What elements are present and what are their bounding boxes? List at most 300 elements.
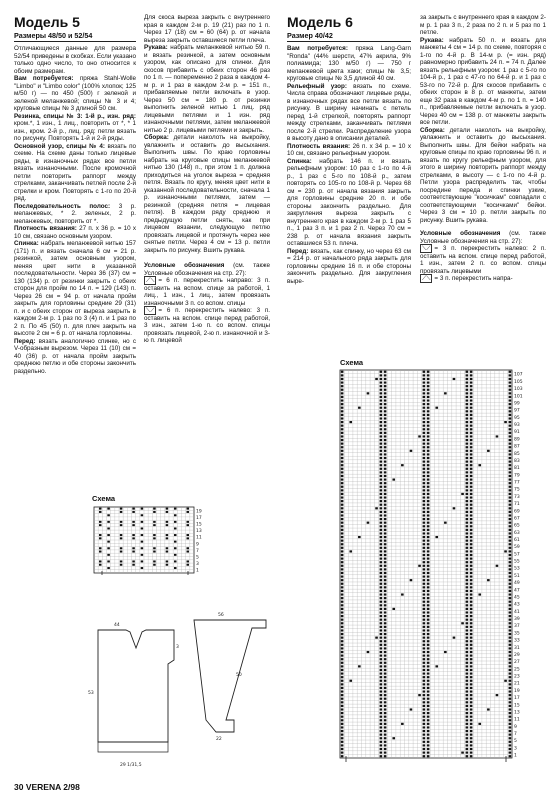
purl-stitch-mark xyxy=(427,586,430,588)
purl-stitch-mark xyxy=(427,374,430,376)
purl-stitch-mark xyxy=(509,752,512,754)
purl-stitch-mark xyxy=(341,626,344,628)
purl-stitch-mark xyxy=(470,719,473,721)
purl-stitch-mark xyxy=(341,669,344,671)
purl-stitch-mark xyxy=(509,525,512,527)
purl-stitch-mark xyxy=(99,551,102,553)
purl-stitch-mark xyxy=(470,626,473,628)
purl-stitch-mark xyxy=(341,716,344,718)
purl-stitch-mark xyxy=(107,508,109,510)
model6-assembly: Сборка: детали наколоть на выкройку, увлажнить и оставить до высыхания. Выполнить швы. Для бейки набрать на круговые спицы по краю горловины 96 п. и вязать по кругу рельефным узором, для этого в ширину повторить раппорт между стрелками, в высоту — с 1-го по 4-й р. Петли узора распределить так, чтобы посредине переда и спинки узкие, соответствующие "косичкам" совпадали с соответствующими "косичками" бейки. Через 3 см = 10 р. петли закрыть по рисунку. Вшить рукава. xyxy=(420,126,546,224)
purl-stitch-mark xyxy=(470,468,473,470)
purl-stitch-mark xyxy=(504,550,507,552)
row-number: 15 xyxy=(514,703,520,709)
purl-stitch-mark xyxy=(132,551,135,553)
purl-stitch-mark xyxy=(423,676,426,678)
purl-stitch-mark xyxy=(466,496,469,498)
model6-neck-continued: за закрыть с внутреннего края в каждом 2-м р. 1 раз 3 п., 2 раза по 2 п. и 5 раз по 1 петле. xyxy=(420,14,546,36)
purl-stitch-mark xyxy=(427,640,430,642)
purl-stitch-mark xyxy=(384,403,387,405)
purl-stitch-mark xyxy=(423,586,426,588)
purl-stitch-mark xyxy=(384,629,387,631)
purl-stitch-mark xyxy=(423,690,426,692)
purl-stitch-mark xyxy=(132,534,135,536)
purl-stitch-mark xyxy=(380,640,383,642)
row-number: 105 xyxy=(514,379,523,385)
purl-stitch-mark xyxy=(380,403,383,405)
purl-stitch-mark xyxy=(153,534,156,536)
purl-stitch-mark xyxy=(341,694,344,696)
purl-stitch-mark xyxy=(423,726,426,728)
purl-stitch-mark xyxy=(427,604,430,606)
purl-stitch-mark xyxy=(107,567,109,569)
purl-stitch-mark xyxy=(384,532,387,534)
model5-rib: Резинка, спицы № 3: 1-й р., изн. ряд: кром.*, 1 изн., 1 лиц., повторить от *, * 1 изн., кром. 2-й р., лиц. ряд: петли вязать по рисунку. Повторять 1-й и 2-й ряды. xyxy=(14,112,136,142)
model6-material: Вам потребуется: пряжа Lang-Garn "Ronda" (44% шерсти, 47% акрила, 9% полиамида; 130 м/50 г) — 750 г меланжевой цвета хаки; спицы № 3,5; круговые спицы № 3,5 длиной 40 см. xyxy=(287,45,411,82)
purl-stitch-mark xyxy=(487,450,490,452)
purl-stitch-mark xyxy=(423,439,426,441)
purl-stitch-mark xyxy=(478,593,481,595)
model5-assembly: Сборка: детали наколоть на выкройку, увлажнить и оставить до высыхания. Выполнить швы. По краю горловины набрать на круговые спицы меланжевой нитью 130 (148) п., при этом 1 п. должна приходиться на уголок выреза = средняя петля. Вязать по кругу, меняя цвет нити в указанной последовательности, сначала 1 р. изнаночными петлями, затем — резинкой (средняя петля = лицевая петля). В каждом ряду среднюю и предыдущую петли снять, как при лицевом вязании, следующую петлю провязать лицевой и протянуть через нее снятые петли. Через 4 см = 13 р. петли закрыть по рисунку. Вшить рукава. xyxy=(144,134,270,254)
purl-stitch-mark xyxy=(466,730,469,732)
purl-stitch-mark xyxy=(423,604,426,606)
purl-stitch-mark xyxy=(470,496,473,498)
purl-stitch-mark xyxy=(341,374,344,376)
purl-stitch-mark xyxy=(470,529,473,531)
model5-legend-right-cross: ⟋⟍ = 6 п. перекрестить направо: 3 п. оставить на вспом. спице за работой, 1 лиц., 1 изн., 1 лиц., затем провязать изнаночными 3 п. со вспом. спицы xyxy=(144,277,270,307)
purl-stitch-mark xyxy=(470,690,473,692)
purl-stitch-mark xyxy=(384,615,387,617)
purl-stitch-mark xyxy=(427,572,430,574)
purl-stitch-mark xyxy=(349,680,352,682)
purl-stitch-mark xyxy=(141,534,144,536)
purl-stitch-mark xyxy=(174,547,177,549)
row-number: 15 xyxy=(196,522,202,528)
purl-stitch-mark xyxy=(509,597,512,599)
purl-stitch-mark xyxy=(470,425,473,427)
purl-stitch-mark xyxy=(341,708,344,710)
purl-stitch-mark xyxy=(509,708,512,710)
purl-stitch-mark xyxy=(341,723,344,725)
purl-stitch-mark xyxy=(423,687,426,689)
purl-stitch-mark xyxy=(423,507,426,509)
purl-stitch-mark xyxy=(470,421,473,423)
purl-stitch-mark xyxy=(466,640,469,642)
purl-stitch-mark xyxy=(174,560,177,562)
purl-stitch-mark xyxy=(470,389,473,391)
purl-stitch-mark xyxy=(418,694,421,696)
purl-stitch-mark xyxy=(427,453,430,455)
row-number: 95 xyxy=(514,415,520,421)
purl-stitch-mark xyxy=(166,521,169,523)
purl-stitch-mark xyxy=(466,475,469,477)
purl-stitch-mark xyxy=(341,425,344,427)
purl-stitch-mark xyxy=(470,662,473,664)
purl-stitch-mark xyxy=(509,712,512,714)
purl-stitch-mark xyxy=(166,511,169,513)
purl-stitch-mark xyxy=(509,611,512,613)
purl-stitch-mark xyxy=(427,496,430,498)
model5-main-pattern: Основной узор, спицы № 4: вязать по схеме. На схеме даны только лицевые ряды, в изнаночных рядах все петли вязать изнаночными. После кромочной петли повторить раппорт между стрелками, заканчивать петлей после 2-й стрелки и кром. Повторять с 1-го по 20-й ряд. xyxy=(14,142,136,202)
purl-stitch-mark xyxy=(384,719,387,721)
purl-stitch-mark xyxy=(380,558,383,560)
purl-stitch-mark xyxy=(384,611,387,613)
purl-stitch-mark xyxy=(384,518,387,520)
purl-stitch-mark xyxy=(496,435,499,437)
purl-stitch-mark xyxy=(166,560,169,562)
purl-stitch-mark xyxy=(380,655,383,657)
purl-stitch-mark xyxy=(423,572,426,574)
purl-stitch-mark xyxy=(427,450,430,452)
purl-stitch-mark xyxy=(384,687,387,689)
purl-stitch-mark xyxy=(380,507,383,509)
purl-stitch-mark xyxy=(509,536,512,538)
purl-stitch-mark xyxy=(341,514,344,516)
purl-stitch-mark xyxy=(509,604,512,606)
purl-stitch-mark xyxy=(509,374,512,376)
purl-stitch-mark xyxy=(384,507,387,509)
purl-stitch-mark xyxy=(466,755,469,757)
purl-stitch-mark xyxy=(423,543,426,545)
purl-stitch-mark xyxy=(444,651,447,653)
purl-stitch-mark xyxy=(141,560,144,562)
purl-stitch-mark xyxy=(470,450,473,452)
purl-stitch-mark xyxy=(470,629,473,631)
purl-stitch-mark xyxy=(384,647,387,649)
purl-stitch-mark xyxy=(341,665,344,667)
purl-stitch-mark xyxy=(509,683,512,685)
purl-stitch-mark xyxy=(423,744,426,746)
shoulder-dim: 44 xyxy=(114,623,120,628)
purl-stitch-mark xyxy=(384,428,387,430)
purl-stitch-mark xyxy=(509,381,512,383)
purl-stitch-mark xyxy=(470,410,473,412)
purl-stitch-mark xyxy=(341,647,344,649)
purl-stitch-mark xyxy=(427,507,430,509)
purl-stitch-mark xyxy=(427,716,430,718)
purl-stitch-mark xyxy=(341,496,344,498)
purl-stitch-mark xyxy=(470,647,473,649)
purl-stitch-mark xyxy=(380,461,383,463)
purl-stitch-mark xyxy=(435,665,438,667)
cable-right-icon: ⟋⟍ xyxy=(146,277,155,284)
purl-stitch-mark xyxy=(470,698,473,700)
purl-stitch-mark xyxy=(423,730,426,732)
purl-stitch-mark xyxy=(410,579,413,581)
purl-stitch-mark xyxy=(341,493,344,495)
purl-stitch-mark xyxy=(380,547,383,549)
purl-stitch-mark xyxy=(427,701,430,703)
purl-stitch-mark xyxy=(509,655,512,657)
purl-stitch-mark xyxy=(427,658,430,660)
purl-stitch-mark xyxy=(384,637,387,639)
purl-stitch-mark xyxy=(509,392,512,394)
purl-stitch-mark xyxy=(174,534,177,536)
purl-stitch-mark xyxy=(423,579,426,581)
model6-schema-title: Схема xyxy=(340,358,364,367)
purl-stitch-mark xyxy=(380,457,383,459)
purl-stitch-mark xyxy=(496,694,499,696)
purl-stitch-mark xyxy=(341,755,344,757)
purl-stitch-mark xyxy=(341,608,344,610)
purl-stitch-mark xyxy=(380,719,383,721)
purl-stitch-mark xyxy=(509,726,512,728)
purl-stitch-mark xyxy=(375,507,378,509)
cable-left-icon: ⟍⟋ xyxy=(146,307,155,314)
purl-stitch-mark xyxy=(466,514,469,516)
purl-stitch-mark xyxy=(427,464,430,466)
purl-stitch-mark xyxy=(132,521,135,523)
purl-stitch-mark xyxy=(380,647,383,649)
purl-stitch-mark xyxy=(466,450,469,452)
purl-stitch-mark xyxy=(509,543,512,545)
purl-stitch-mark xyxy=(107,527,109,529)
purl-stitch-mark xyxy=(509,633,512,635)
purl-stitch-mark xyxy=(384,478,387,480)
purl-stitch-mark xyxy=(470,435,473,437)
purl-stitch-mark xyxy=(384,655,387,657)
sleeve-bottom-dim: 22 xyxy=(216,737,222,742)
purl-stitch-mark xyxy=(466,687,469,689)
purl-stitch-mark xyxy=(509,514,512,516)
purl-stitch-mark xyxy=(487,708,490,710)
purl-stitch-mark xyxy=(341,461,344,463)
purl-stitch-mark xyxy=(380,475,383,477)
purl-stitch-mark xyxy=(466,658,469,660)
purl-stitch-mark xyxy=(423,475,426,477)
purl-stitch-mark xyxy=(427,489,430,491)
purl-stitch-mark xyxy=(427,514,430,516)
purl-stitch-mark xyxy=(470,583,473,585)
row-number: 69 xyxy=(514,509,520,515)
purl-stitch-mark xyxy=(423,619,426,621)
purl-stitch-mark xyxy=(367,651,370,653)
purl-stitch-mark xyxy=(466,371,469,373)
purl-stitch-mark xyxy=(509,558,512,560)
purl-stitch-mark xyxy=(384,658,387,660)
purl-stitch-mark xyxy=(509,403,512,405)
purl-stitch-mark xyxy=(470,432,473,434)
page-footer: 30 VERENA 2/98 xyxy=(14,782,80,792)
purl-stitch-mark xyxy=(509,461,512,463)
purl-stitch-mark xyxy=(466,486,469,488)
purl-stitch-mark xyxy=(341,565,344,567)
purl-stitch-mark xyxy=(423,428,426,430)
purl-stitch-mark xyxy=(509,443,512,445)
purl-stitch-mark xyxy=(427,662,430,664)
purl-stitch-mark xyxy=(427,644,430,646)
purl-stitch-mark xyxy=(427,540,430,542)
purl-stitch-mark xyxy=(341,629,344,631)
row-number: 51 xyxy=(514,573,520,579)
purl-stitch-mark xyxy=(341,579,344,581)
purl-stitch-mark xyxy=(341,410,344,412)
purl-stitch-mark xyxy=(466,651,469,653)
purl-stitch-mark xyxy=(509,629,512,631)
purl-stitch-mark xyxy=(427,547,430,549)
purl-stitch-mark xyxy=(120,521,123,523)
purl-stitch-mark xyxy=(470,676,473,678)
purl-stitch-mark xyxy=(341,676,344,678)
purl-stitch-mark xyxy=(187,521,190,523)
purl-stitch-mark xyxy=(384,443,387,445)
purl-stitch-mark xyxy=(380,450,383,452)
purl-stitch-mark xyxy=(423,737,426,739)
model5-schema-title: Схема xyxy=(92,494,116,503)
purl-stitch-mark xyxy=(466,399,469,401)
purl-stitch-mark xyxy=(470,597,473,599)
purl-stitch-mark xyxy=(423,626,426,628)
model5-column-1 xyxy=(14,14,136,375)
purl-stitch-mark xyxy=(423,701,426,703)
purl-stitch-mark xyxy=(427,478,430,480)
purl-stitch-mark xyxy=(384,748,387,750)
purl-stitch-mark xyxy=(384,597,387,599)
purl-stitch-mark xyxy=(384,741,387,743)
purl-stitch-mark xyxy=(470,486,473,488)
purl-stitch-mark xyxy=(166,564,169,566)
purl-stitch-mark xyxy=(466,676,469,678)
purl-stitch-mark xyxy=(466,723,469,725)
purl-stitch-mark xyxy=(509,532,512,534)
purl-stitch-mark xyxy=(509,399,512,401)
purl-stitch-mark xyxy=(509,496,512,498)
purl-stitch-mark xyxy=(384,414,387,416)
purl-stitch-mark xyxy=(509,389,512,391)
model5-gauge: Плотность вязания: 27 п. х 36 р. = 10 х 10 см, связано основным узором. xyxy=(14,225,136,240)
purl-stitch-mark xyxy=(384,622,387,624)
purl-stitch-mark xyxy=(466,478,469,480)
model5-column-2 xyxy=(144,14,270,345)
purl-stitch-mark xyxy=(384,522,387,524)
purl-stitch-mark xyxy=(423,637,426,639)
sleeve-top-dim: 56 xyxy=(218,613,224,618)
purl-stitch-mark xyxy=(466,421,469,423)
row-number: 71 xyxy=(514,502,520,508)
purl-stitch-mark xyxy=(509,550,512,552)
purl-stitch-mark xyxy=(141,508,144,510)
purl-stitch-mark xyxy=(509,644,512,646)
purl-stitch-mark xyxy=(509,522,512,524)
sleeve-outline xyxy=(194,620,266,732)
purl-stitch-mark xyxy=(509,371,512,373)
purl-stitch-mark xyxy=(423,381,426,383)
purl-stitch-mark xyxy=(384,626,387,628)
purl-stitch-mark xyxy=(509,518,512,520)
purl-stitch-mark xyxy=(380,665,383,667)
purl-stitch-mark xyxy=(401,464,404,466)
model5-schematic xyxy=(84,590,280,770)
purl-stitch-mark xyxy=(380,687,383,689)
purl-stitch-mark xyxy=(470,737,473,739)
purl-stitch-mark xyxy=(466,712,469,714)
purl-stitch-mark xyxy=(427,748,430,750)
purl-stitch-mark xyxy=(509,410,512,412)
purl-stitch-mark xyxy=(141,547,144,549)
purl-stitch-mark xyxy=(341,475,344,477)
purl-stitch-mark xyxy=(341,601,344,603)
purl-stitch-mark xyxy=(380,730,383,732)
purl-stitch-mark xyxy=(470,461,473,463)
purl-stitch-mark xyxy=(466,565,469,567)
purl-stitch-mark xyxy=(509,435,512,437)
purl-stitch-mark xyxy=(341,680,344,682)
purl-stitch-mark xyxy=(99,537,102,539)
purl-stitch-mark xyxy=(341,744,344,746)
purl-stitch-mark xyxy=(509,658,512,660)
purl-stitch-mark xyxy=(466,579,469,581)
purl-stitch-mark xyxy=(427,583,430,585)
purl-stitch-mark xyxy=(341,522,344,524)
purl-stitch-mark xyxy=(509,489,512,491)
purl-stitch-mark xyxy=(380,486,383,488)
purl-stitch-mark xyxy=(341,389,344,391)
purl-stitch-mark xyxy=(466,507,469,509)
sleeve-height-dim: 50 xyxy=(236,673,242,678)
purl-stitch-mark xyxy=(120,508,123,510)
purl-stitch-mark xyxy=(358,407,361,409)
purl-stitch-mark xyxy=(427,601,430,603)
purl-stitch-mark xyxy=(509,705,512,707)
purl-stitch-mark xyxy=(132,560,135,562)
purl-stitch-mark xyxy=(466,601,469,603)
model5-legend-left-cross: ⟍⟋ = 6 п. перекрестить налево: 3 п. оставить на вспом. спице перед работой, 3 изн., затем 1-ю п. со вспом. спицы провязать лицевой, 2-ю п. изнаночной и 3-ю п. лицевой xyxy=(144,307,270,344)
purl-stitch-mark xyxy=(380,543,383,545)
purl-stitch-mark xyxy=(509,583,512,585)
purl-stitch-mark xyxy=(341,500,344,502)
purl-stitch-mark xyxy=(153,537,156,539)
purl-stitch-mark xyxy=(107,521,109,523)
purl-stitch-mark xyxy=(384,554,387,556)
purl-stitch-mark xyxy=(423,683,426,685)
purl-stitch-mark xyxy=(423,396,426,398)
purl-stitch-mark xyxy=(509,755,512,757)
purl-stitch-mark xyxy=(470,604,473,606)
purl-stitch-mark xyxy=(384,399,387,401)
purl-stitch-mark xyxy=(470,665,473,667)
purl-stitch-mark xyxy=(427,504,430,506)
purl-stitch-mark xyxy=(341,558,344,560)
purl-stitch-mark xyxy=(120,537,123,539)
purl-stitch-mark xyxy=(380,540,383,542)
purl-stitch-mark xyxy=(466,698,469,700)
purl-stitch-mark xyxy=(504,680,507,682)
purl-stitch-mark xyxy=(423,371,426,373)
purl-stitch-mark xyxy=(187,551,190,553)
purl-stitch-mark xyxy=(466,522,469,524)
purl-stitch-mark xyxy=(509,511,512,513)
purl-stitch-mark xyxy=(427,719,430,721)
purl-stitch-mark xyxy=(427,672,430,674)
purl-stitch-mark xyxy=(427,687,430,689)
row-number: 25 xyxy=(514,667,520,673)
row-number: 7 xyxy=(514,732,517,738)
purl-stitch-mark xyxy=(384,457,387,459)
purl-stitch-mark xyxy=(384,471,387,473)
purl-stitch-mark xyxy=(466,694,469,696)
purl-stitch-mark xyxy=(423,615,426,617)
model5-sleeves: Рукава: набрать меланжевой нитью 59 п. и вязать резинкой, а затем основным узором, как описано для спинки. Для скосов прибавить с обеих сторон 46 раз по 1 п. — попеременно 2 раза в каждом 4-м р. и 1 раз в каждом 2-м р. = 151 п., прибавляемые петли включать в узор. Через 50 см = 180 р. от резинки выполнить зеленой нитью 1 лиц. ряд лицевыми петлями и 1 изн. ряд изнаночными петлями, затем меланжевой нитью 2 р. лицевыми петлями и закрыть. xyxy=(144,44,270,134)
purl-stitch-mark xyxy=(466,471,469,473)
purl-stitch-mark xyxy=(141,541,144,543)
row-number: 57 xyxy=(514,552,520,558)
purl-stitch-mark xyxy=(341,554,344,556)
row-number: 21 xyxy=(514,681,520,687)
purl-stitch-mark xyxy=(380,493,383,495)
purl-stitch-mark xyxy=(423,547,426,549)
purl-stitch-mark xyxy=(423,385,426,387)
purl-stitch-mark xyxy=(427,647,430,649)
